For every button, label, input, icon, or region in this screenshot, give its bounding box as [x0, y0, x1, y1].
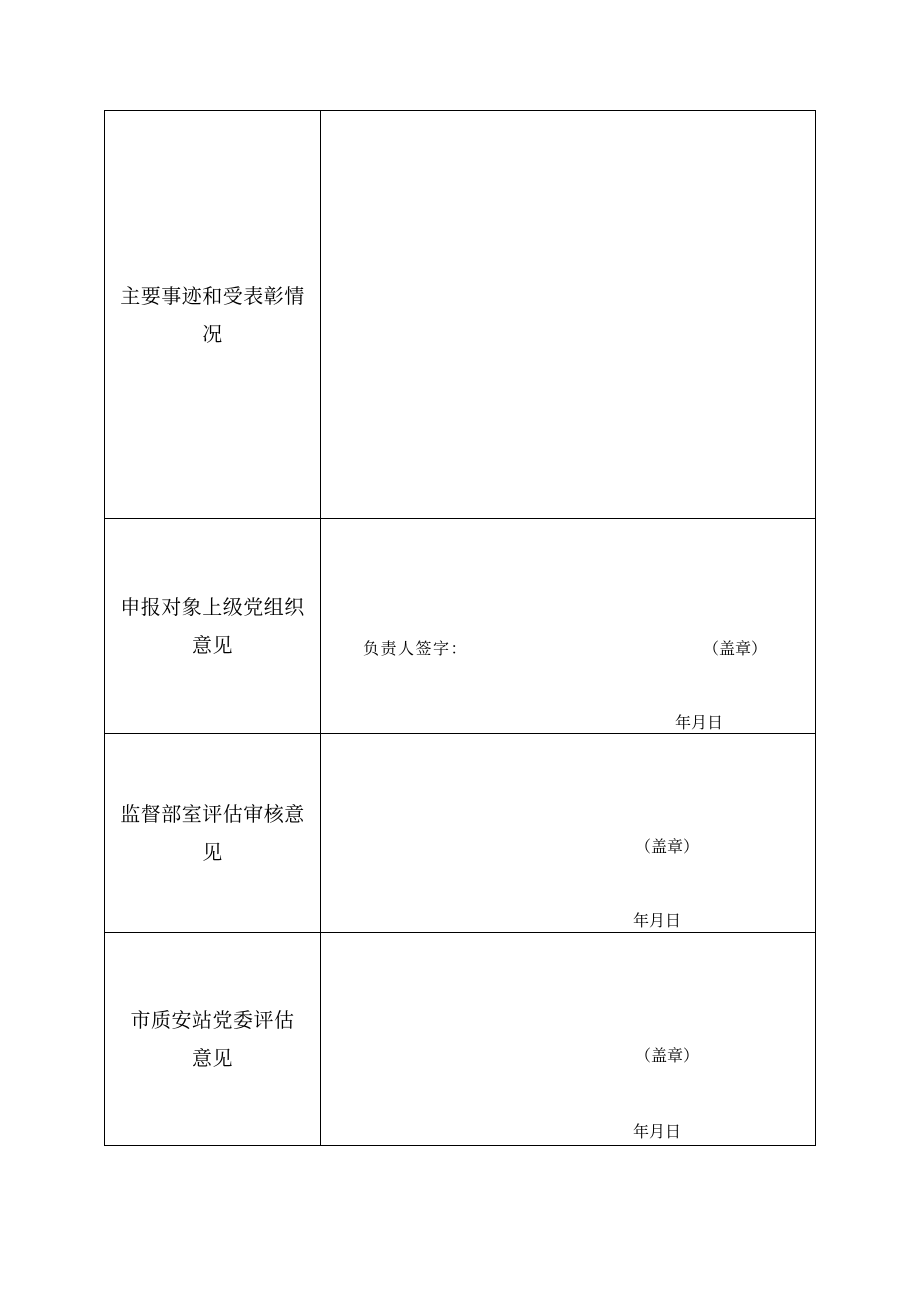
label-party-committee-opinion — [113, 1001, 313, 1077]
label-superior-party-opinion — [113, 588, 313, 664]
label-main-deeds — [113, 277, 313, 353]
row-superior-party-opinion — [105, 519, 815, 734]
row-main-deeds — [105, 111, 815, 519]
content-party-committee-opinion[interactable] — [321, 933, 815, 1145]
label-line: 意见 — [192, 633, 233, 657]
label-line: 见 — [202, 840, 223, 864]
date-label: 年月日 — [633, 1122, 682, 1141]
label-line: 监督部室评估审核意 — [120, 802, 305, 826]
label-line: 况 — [202, 321, 223, 346]
label-supervision-opinion — [113, 795, 313, 871]
label-line: 意见 — [192, 1046, 233, 1070]
seal-label: （盖章） — [703, 639, 768, 658]
label-cell-supervision-opinion — [105, 734, 321, 932]
label-cell-main-deeds — [105, 111, 321, 518]
content-main-deeds[interactable] — [321, 111, 815, 518]
date-label: 年月日 — [675, 713, 724, 732]
label-cell-superior-party-opinion — [105, 519, 321, 733]
evaluation-form-table — [104, 110, 816, 1146]
label-cell-party-committee-opinion — [105, 933, 321, 1145]
content-supervision-opinion[interactable] — [321, 734, 815, 932]
signature-label: 负责人签字： — [363, 639, 469, 658]
label-line: 申报对象上级党组织 — [120, 595, 305, 619]
label-line: 主要事迹和受表彰情 — [120, 283, 305, 308]
content-superior-party-opinion[interactable] — [321, 519, 815, 733]
row-supervision-opinion — [105, 734, 815, 933]
row-party-committee-opinion — [105, 933, 815, 1145]
date-label: 年月日 — [633, 911, 682, 930]
label-line: 市质安站党委评估 — [130, 1008, 295, 1032]
seal-label: （盖章） — [635, 837, 700, 856]
seal-label: （盖章） — [635, 1046, 700, 1065]
